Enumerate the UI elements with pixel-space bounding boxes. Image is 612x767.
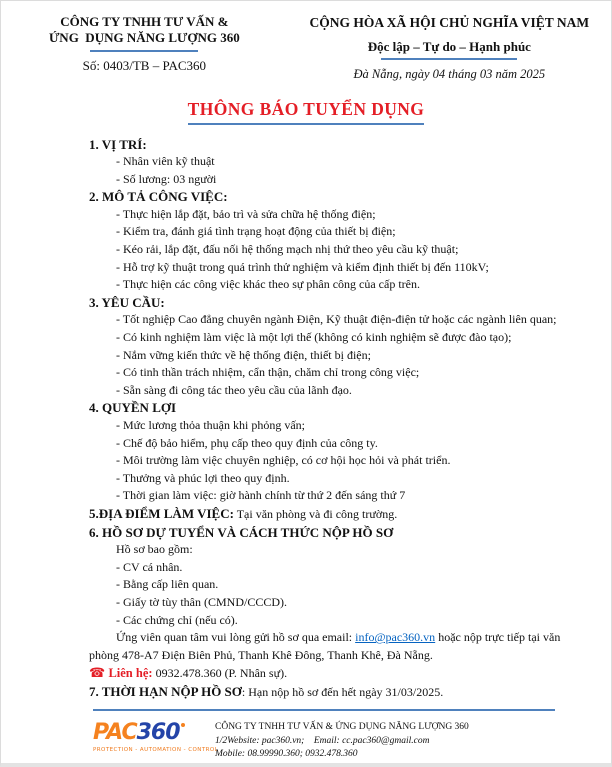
bullet-item: - Mức lương thỏa thuận khi phỏng vấn; <box>116 418 305 432</box>
contact-value: 0932.478.360 (P. Nhân sự). <box>152 666 288 681</box>
application-instructions <box>89 629 561 664</box>
company-name-line1: CÔNG TY TNHH TƯ VẤN & <box>60 14 229 29</box>
company-name-line2: ỨNG DỤNG NĂNG LƯỢNG 360 <box>48 30 240 45</box>
contact-label: Liên hệ: <box>108 666 153 681</box>
logo-wordmark <box>93 721 205 745</box>
document-footer <box>1 709 611 762</box>
document-body <box>1 125 611 702</box>
email-link[interactable]: info@pac360.vn <box>355 630 436 645</box>
bullet-item: - Kiểm tra, đánh giá tình trạng hoạt động của thiết bị điện; <box>116 224 396 239</box>
section-heading: 1. VỊ TRÍ: <box>89 136 147 152</box>
logo-360-text: 360 <box>136 720 180 745</box>
footer-info <box>205 718 469 762</box>
bullet-item: - Tốt nghiệp Cao đẳng chuyên ngành Điện, Kỹ thuật điện-điện tử hoặc các ngành liên quan; <box>116 312 557 327</box>
section-heading: 2. MÔ TẢ CÔNG VIỆC: <box>89 189 228 205</box>
bullet-item: - Có tinh thần trách nhiệm, cẩn thận, chăm chỉ trong công việc; <box>116 365 420 380</box>
bullet-item: - Số lương: 03 người <box>116 171 217 186</box>
instructions-after-link: hoặc nộp trực tiếp tại văn phòng 478-A7 Điện Biên Phủ, Thanh Khê Đông, Thanh Khê, Đà Nẵng. <box>89 630 561 662</box>
section-heading-label: 5.ĐỊA ĐIỂM LÀM VIỆC: <box>89 505 234 521</box>
document-number: Số: 0403/TB – PAC360 <box>82 58 207 73</box>
national-motto: Độc lập – Tự do – Hạnh phúc <box>367 39 531 54</box>
bullet-item: - Thực hiện lắp đặt, bảo trì và sửa chữa hệ thống điện; <box>116 206 376 221</box>
logo-pac-text: PAC <box>93 720 137 745</box>
bullet-item: - Môi trường làm việc chuyên nghiệp, có cơ hội học hỏi và phát triển. <box>116 453 451 468</box>
paragraph: Hồ sơ bao gồm: <box>116 542 193 557</box>
footer-divider <box>93 709 555 711</box>
bullet-item: - Nhân viên kỹ thuật <box>116 154 215 169</box>
section-heading: 4. QUYỀN LỢI <box>89 400 177 416</box>
bullet-item: - Chế độ bảo hiểm, phụ cấp theo quy định của công ty. <box>116 435 378 450</box>
bullet-item: - Nắm vững kiến thức về hệ thống điện, thiết bị điện; <box>116 347 371 362</box>
bullet-item: - Bằng cấp liên quan. <box>116 577 219 592</box>
section-heading: 3. YÊU CẦU: <box>89 294 165 310</box>
bullet-item: - CV cá nhân. <box>116 559 183 574</box>
title-block <box>1 99 611 125</box>
phone-icon: ☎ <box>89 665 109 681</box>
bullet-item: - Sẵn sàng đi công tác theo yêu cầu của lãnh đạo. <box>116 382 352 397</box>
date-line: Đà Nẵng, ngày 04 tháng 03 năm 2025 <box>353 66 546 81</box>
bullet-item: - Thưởng và phúc lợi theo quy định. <box>116 470 290 485</box>
logo-dot-icon <box>181 723 185 727</box>
footer-mobile: Mobile: 08.99990.360; 0932.478.360 <box>215 749 358 759</box>
motto-underline <box>381 58 517 60</box>
section-heading: 6. HỒ SƠ DỰ TUYỂN VÀ CÁCH THỨC NỘP HỒ SƠ <box>89 524 394 540</box>
section-heading-inline <box>89 683 561 702</box>
bullet-item: - Các chứng chỉ (nếu có). <box>116 612 238 627</box>
bullet-item: - Giấy tờ tùy thân (CMND/CCCD). <box>116 594 288 609</box>
section-heading-label: 7. THỜI HẠN NỘP HỒ SƠ <box>89 683 242 699</box>
section-heading-inline <box>89 505 561 524</box>
section-heading-rest: Tại văn phòng và đi công trường. <box>233 506 398 521</box>
bullet-item: - Hỗ trợ kỹ thuật trong quá trình thử nghiệm và kiểm định thiết bị đến 110kV; <box>116 259 489 274</box>
logo-tagline: PROTECTION - AUTOMATION - CONTROL <box>93 747 219 753</box>
document-header <box>1 1 611 82</box>
bullet-item: - Có kinh nghiệm làm việc là một lợi thế (không có kinh nghiệm sẽ được đào tạo); <box>116 330 512 345</box>
footer-company-name: CÔNG TY TNHH TƯ VẤN & ỨNG DỤNG NĂNG LƯỢNG 360 <box>215 722 469 732</box>
contact-line <box>89 664 561 683</box>
company-underline <box>90 50 198 52</box>
bullet-item: - Thực hiện các công việc khác theo sự phân công của cấp trên. <box>116 277 420 292</box>
header-company-block <box>1 14 288 82</box>
footer-web-email: 1/2Website: pac360.vn; Email: cc.pac360@gmail.com <box>215 735 430 746</box>
footer-content <box>93 718 555 762</box>
section-heading-rest: : Hạn nộp hồ sơ đến hết ngày 31/03/2025. <box>241 684 444 699</box>
bullet-item: - Thời gian làm việc: giờ hành chính từ thứ 2 đến sáng thứ 7 <box>116 488 406 503</box>
header-national-block <box>288 14 611 82</box>
page-title: THÔNG BÁO TUYỂN DỤNG <box>187 98 425 119</box>
bullet-item: - Kéo rải, lắp đặt, đấu nối hệ thống mạch nhị thứ theo yêu cầu kỹ thuật; <box>116 242 459 257</box>
pac360-logo <box>93 718 219 753</box>
instructions-before-link: Ứng viên quan tâm vui lòng gửi hồ sơ qua email: <box>116 630 356 645</box>
national-title: CỘNG HÒA XÃ HỘI CHỦ NGHĨA VIỆT NAM <box>309 15 590 30</box>
